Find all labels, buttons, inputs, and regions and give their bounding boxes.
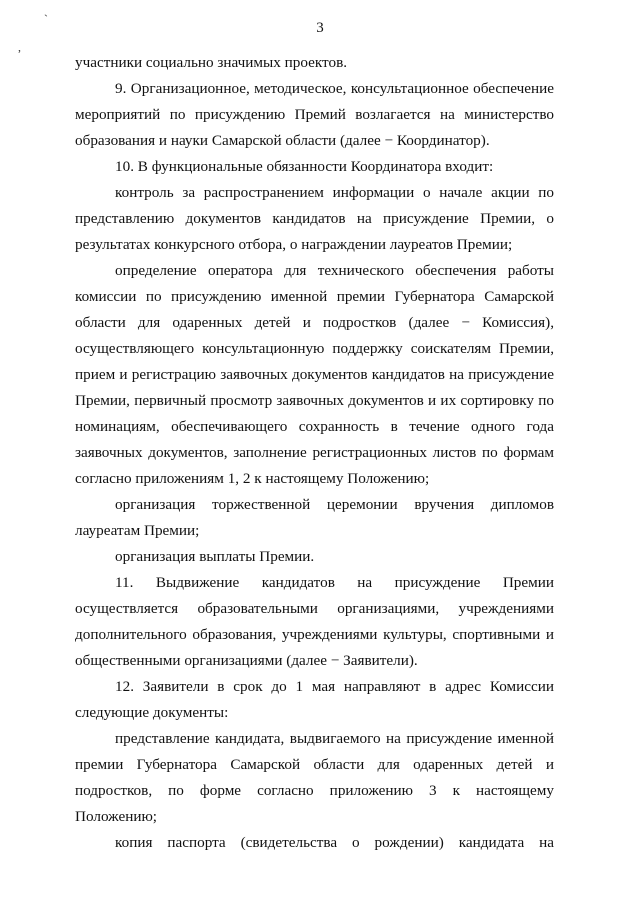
paragraph: определение оператора для технического обеспечения работы комиссии по присуждению именной премии Губернатора Самарской области для одаренных детей и подростков (далее − Комиссия), осуществляющего консультационную поддержку соискателям Премии, прием и регистрацию заявочных документов кандидатов на присуждение Премии, первичный просмотр заявочных документов и их сортировку по номинациям, обеспечивающего сохранность в течение одного года заявочных документов, заполнение регистрационных листов по формам согласно приложениям 1, 2 к настоящему Положению;	[75, 262, 554, 487]
paragraph: представление кандидата, выдвигаемого на присуждение именной премии Губернатора Самарской области для одаренных детей и подростков, по форме согласно приложению 3 к настоящему Положению;	[75, 730, 554, 825]
paragraph: 9. Организационное, методическое, консультационное обеспечение мероприятий по присуждению Премий возлагается на министерство образования и науки Самарской области (далее − Координатор).	[75, 80, 554, 149]
paragraph: 11. Выдвижение кандидатов на присуждение Премии осуществляется образовательными организациями, учреждениями дополнительного образования, учреждениями культуры, спортивными и общественными организациями (далее − Заявители).	[75, 574, 554, 669]
paragraph: копия паспорта (свидетельства о рождении) кандидата на	[115, 834, 554, 851]
paragraph: 12. Заявители в срок до 1 мая направляют в адрес Комиссии следующие документы:	[75, 678, 554, 721]
scan-mark: `	[44, 12, 48, 26]
paragraph: организация выплаты Премии.	[115, 548, 315, 565]
paragraph: организация торжественной церемонии вручения дипломов лауреатам Премии;	[75, 496, 554, 539]
scan-mark: ,	[18, 40, 21, 54]
document-body	[75, 50, 554, 856]
paragraph: 10. В функциональные обязанности Координатора входит:	[115, 158, 494, 175]
paragraph: контроль за распространением информации о начале акции по представлению документов кандидатов на присуждение Премии, о результатах конкурсного отбора, о награждении лауреатов Премии;	[75, 184, 554, 253]
paragraph: участники социально значимых проектов.	[75, 54, 348, 71]
page-number: 3	[316, 20, 324, 36]
